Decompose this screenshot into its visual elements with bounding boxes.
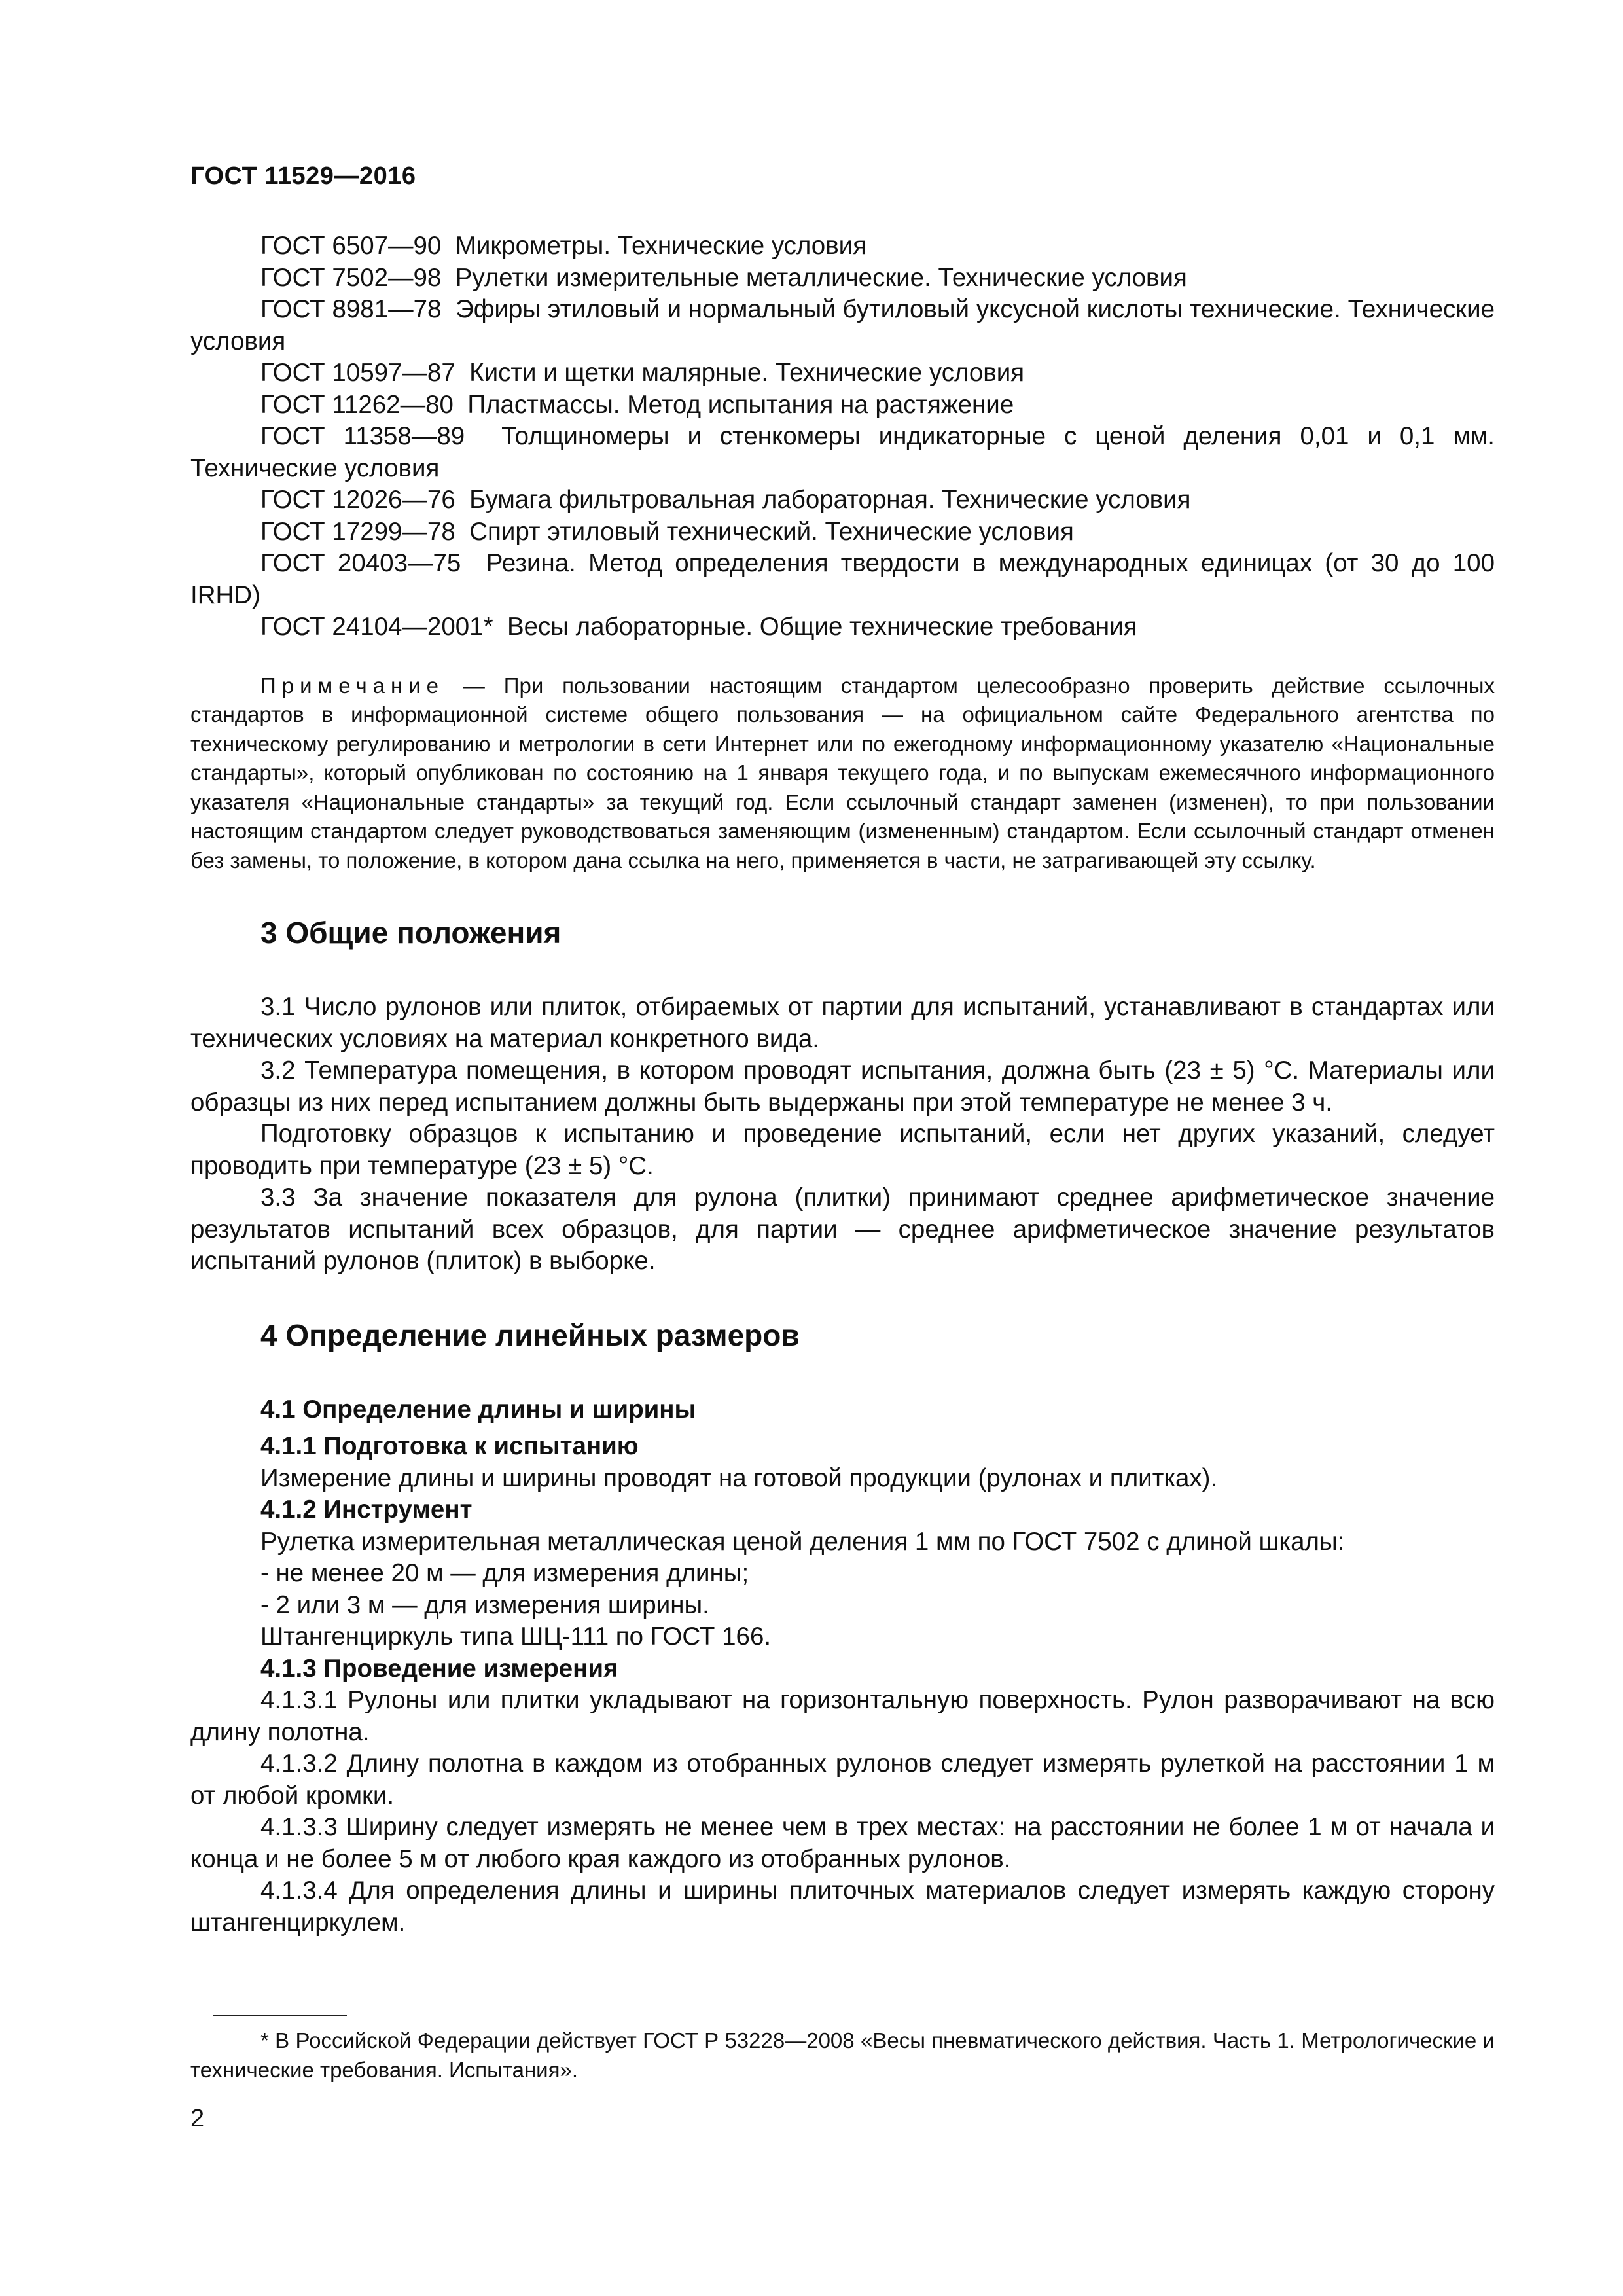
note-text: — При пользовании настоящим стандартом целесообразно проверить действие ссылочных стандартов в информационной системе общего пользования — на официальном сайте Федерального агентства по техническому регулированию и метрологии в сети Интернет или по ежегодному информационному указателю «Национальные стандарты», который опубликован по состоянию на 1 января текущего года, и по выпускам ежемесячного информационного указателя «Национальные стандарты» за текущий год. Если ссылочный стандарт заменен (изменен), то при пользовании настоящим стандартом следует руководствоваться заменяющим (измененным) стандартом. Если ссылочный стандарт отменен без замены, то положение, в котором дана ссылка на него, применяется в части, не затрагивающей эту ссылку. xyxy=(190,673,1495,872)
reference-code: ГОСТ 20403—75 xyxy=(260,549,461,577)
reference-code: ГОСТ 11262—80 xyxy=(260,390,454,419)
clause-3-2-continuation: Подготовку образцов к испытанию и проведение испытаний, если нет других указаний, следует проводить при температуре (23 ± 5) °С. xyxy=(190,1120,1495,1180)
reference-title: Кисти и щетки малярные. Технические условия xyxy=(469,359,1025,387)
reference-item xyxy=(190,294,1495,357)
reference-item xyxy=(190,357,1495,389)
clause-4-1-3-4: 4.1.3.4 Для определения длины и ширины плиточных материалов следует измерять каждую сторону штангенциркулем. xyxy=(190,1876,1495,1937)
reference-code: ГОСТ 17299—78 xyxy=(260,517,455,546)
clause-4-1-3-1: 4.1.3.1 Рулоны или плитки укладывают на горизонтальную поверхность. Рулон разворачивают на всю длину полотна. xyxy=(190,1686,1495,1746)
reference-code: ГОСТ 10597—87 xyxy=(260,359,455,387)
reference-item xyxy=(190,230,1495,262)
section-3-heading: 3 Общие положения xyxy=(260,916,562,950)
reference-item xyxy=(190,262,1495,295)
reference-item xyxy=(190,611,1495,643)
clause-4-1-2-caliper: Штангенциркуль типа ШЦ-111 по ГОСТ 166. xyxy=(260,1623,772,1651)
note-paragraph xyxy=(190,672,1495,876)
reference-title: Спирт этиловый технический. Технические условия xyxy=(469,517,1074,546)
clause-4-1-2-heading: 4.1.2 Инструмент xyxy=(260,1496,473,1524)
clause-4-1-1-heading: 4.1.1 Подготовка к испытанию xyxy=(260,1432,639,1460)
reference-title: Эфиры этиловый и нормальный бутиловый уксусной кислоты технические. Технические условия xyxy=(190,295,1495,355)
reference-code: ГОСТ 8981—78 xyxy=(260,295,442,323)
clause-4-1-1-text: Измерение длины и ширины проводят на готовой продукции (рулонах и плитках). xyxy=(260,1463,1218,1492)
reference-code: ГОСТ 12026—76 xyxy=(260,486,455,514)
reference-title: Пластмассы. Метод испытания на растяжение xyxy=(467,390,1014,419)
reference-item xyxy=(190,484,1495,516)
clause-3-2: 3.2 Температура помещения, в котором проводят испытания, должна быть (23 ± 5) °С. Материалы или образцы из них перед испытанием должны быть выдержаны при этой температуре не менее 3 ч. xyxy=(190,1056,1495,1117)
clause-3-3: 3.3 За значение показателя для рулона (плитки) принимают среднее арифметическое значение результатов испытаний всех образцов, для партии — среднее арифметическое значение результатов испытаний рулонов (плиток) в выборке. xyxy=(190,1183,1495,1275)
reference-item xyxy=(190,548,1495,611)
reference-item xyxy=(190,421,1495,484)
section-4-heading: 4 Определение линейных размеров xyxy=(260,1318,800,1352)
reference-title: Весы лабораторные. Общие технические требования xyxy=(507,613,1137,641)
footnote: * В Российской Федерации действует ГОСТ Р 53228—2008 «Весы пневматического действия. Часть 1. Метрологические и технические требования. Испытания». xyxy=(190,2028,1495,2082)
note-label: Примечание xyxy=(260,673,445,698)
clause-4-1-2-length-item: - не менее 20 м — для измерения длины; xyxy=(260,1559,749,1587)
clause-4-1-3-2: 4.1.3.2 Длину полотна в каждом из отобранных рулонов следует измерять рулеткой на расстоянии 1 м от любой кромки. xyxy=(190,1749,1495,1810)
reference-code: ГОСТ 11358—89 xyxy=(260,422,465,450)
reference-title: Рулетки измерительные металлические. Технические условия xyxy=(455,263,1187,292)
document-body xyxy=(190,230,1495,1939)
clause-4-1-3-heading: 4.1.3 Проведение измерения xyxy=(260,1654,618,1683)
reference-title: Микрометры. Технические условия xyxy=(455,232,867,260)
reference-code: ГОСТ 24104—2001* xyxy=(260,613,493,641)
reference-title: Резина. Метод определения твердости в международных единицах (от 30 до 100 IRHD) xyxy=(190,549,1495,609)
reference-item xyxy=(190,389,1495,422)
normative-references-list xyxy=(190,230,1495,643)
document-header: ГОСТ 11529—2016 xyxy=(190,162,416,190)
clause-3-1: 3.1 Число рулонов или плиток, отбираемых от партии для испытаний, устанавливают в стандартах или технических условиях на материал конкретного вида. xyxy=(190,993,1495,1053)
clause-4-1-2-width-item: - 2 или 3 м — для измерения ширины. xyxy=(260,1590,709,1619)
footnote-divider xyxy=(213,2015,347,2016)
reference-code: ГОСТ 7502—98 xyxy=(260,263,442,292)
clause-4-1-3-3: 4.1.3.3 Ширину следует измерять не менее чем в трех местах: на расстоянии не более 1 м от начала и конца и не более 5 м от любого края каждого из отобранных рулонов. xyxy=(190,1813,1495,1873)
clause-4-1-heading: 4.1 Определение длины и ширины xyxy=(260,1395,696,1424)
reference-item xyxy=(190,516,1495,548)
clause-4-1-2-text: Рулетка измерительная металлическая ценой деления 1 мм по ГОСТ 7502 с длиной шкалы: xyxy=(260,1527,1345,1556)
reference-code: ГОСТ 6507—90 xyxy=(260,232,442,260)
page-number: 2 xyxy=(190,2105,205,2132)
reference-title: Бумага фильтровальная лабораторная. Технические условия xyxy=(469,486,1191,514)
reference-title: Толщиномеры и стенкомеры индикаторные с ценой деления 0,01 и 0,1 мм. Технические условия xyxy=(190,422,1495,482)
